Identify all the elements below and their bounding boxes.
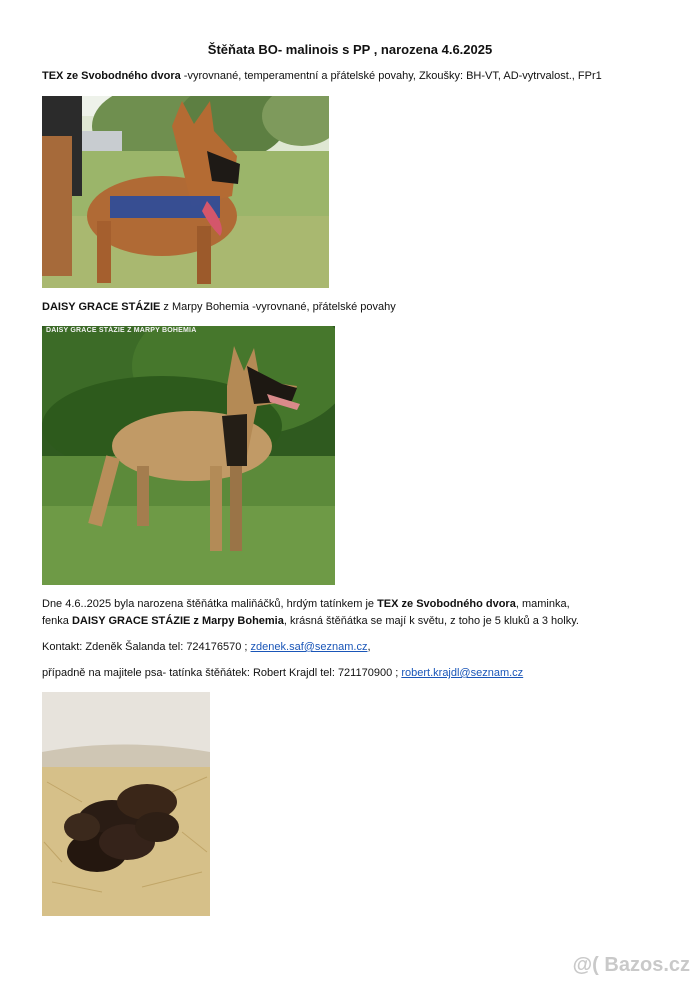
dam-line — [42, 301, 396, 313]
para1-sire-name: TEX ze Svobodného dvora — [377, 598, 516, 610]
dam-photo — [42, 326, 335, 585]
puppies-photo — [42, 692, 210, 916]
dam-suffix: z Marpy Bohemia — [160, 301, 250, 313]
sire-name: TEX ze Svobodného dvora — [42, 70, 181, 82]
para1-text-a: Dne 4.6..2025 byla narozena štěňátka maliňáčků, hrdým tatínkem je — [42, 598, 378, 610]
owner-email-link[interactable]: robert.krajdl@seznam.cz — [401, 667, 524, 679]
paragraph-line-1 — [42, 598, 570, 610]
sire-description: -vyrovnané, temperamentní a přátelské povahy, Zkoušky: BH-VT, AD-vytrvalost., FPr1 — [180, 70, 602, 82]
owner-line — [42, 667, 523, 679]
para1-text-c: , maminka, — [515, 598, 570, 610]
sire-photo — [42, 96, 329, 288]
sire-line — [42, 70, 602, 82]
contact-email-link[interactable]: zdenek.saf@seznam.cz — [250, 641, 368, 653]
para2-text-c: , krásná štěňátka se mají k světu, z toho je 5 kluků a 3 holky. — [283, 615, 579, 627]
bazos-logo-icon: @( — [572, 954, 599, 976]
owner-label: případně na majitele psa- tatínka štěňátek: Robert Krajdl tel: 721170900 ; — [42, 667, 402, 679]
photo-watermark: DAISY GRACE STÁZIE Z MARPY BOHEMIA — [46, 327, 197, 334]
contact-end: , — [367, 641, 371, 653]
site-watermark — [573, 954, 690, 977]
site-watermark-text: Bazos.cz — [604, 954, 690, 976]
contact-label: Kontakt: Zdeněk Šalanda tel: 724176570 ; — [42, 641, 251, 653]
page-title: Štěňata BO- malinois s PP , narozena 4.6.2025 — [207, 42, 493, 57]
paragraph-line-2 — [42, 615, 579, 627]
contact-line — [42, 641, 371, 653]
dam-name: DAISY GRACE STÁZIE — [42, 301, 161, 313]
para2-dam-name: DAISY GRACE STÁZIE z Marpy Bohemia — [71, 615, 284, 627]
dam-description: -vyrovnané, přátelské povahy — [249, 301, 396, 313]
para2-text-a: fenka — [42, 615, 72, 627]
